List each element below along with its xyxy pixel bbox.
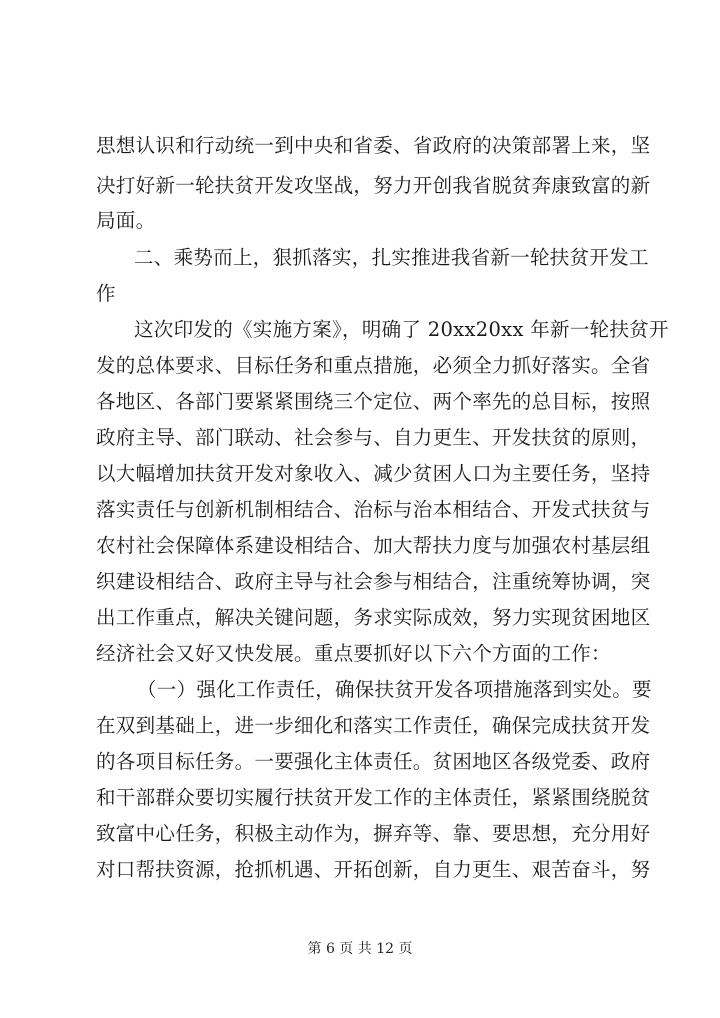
text-line: 决打好新一轮扶贫开发攻坚战，努力开创我省脱贫奔康致富的新	[96, 174, 651, 197]
text-line: 思想认识和行动统一到中央和省委、省政府的决策部署上来，坚	[96, 134, 651, 157]
text-line: 对口帮扶资源，抢抓机遇、开拓创新，自力更生、艰苦奋斗，努	[96, 858, 651, 881]
text-line: 局面。	[96, 209, 156, 232]
text-line: 在双到基础上，进一步细化和落实工作责任，确保完成扶贫开发	[96, 714, 651, 737]
text-line: 经济社会又好又快发展。重点要抓好以下六个方面的工作：	[96, 642, 611, 665]
text-line: 发的总体要求、目标任务和重点措施，必须全力抓好落实。全省	[96, 354, 651, 377]
section-heading: 二、乘势而上，狠抓落实，扎实推进我省新一轮扶贫开发工	[134, 246, 649, 269]
text-line: 的各项目标任务。一要强化主体责任。贫困地区各级党委、政府	[96, 750, 651, 773]
text-line: 和干部群众要切实履行扶贫开发工作的主体责任，紧紧围绕脱贫	[96, 786, 651, 809]
section-heading-cont: 作	[96, 282, 116, 305]
text-line: 致富中心任务，积极主动作为，摒弃等、靠、要思想，充分用好	[96, 822, 651, 845]
text-line: 出工作重点，解决关键问题，务求实际成效，努力实现贫困地区	[96, 606, 651, 629]
subsection-line: （一）强化工作责任，确保扶贫开发各项措施落到实处。要	[137, 678, 652, 701]
text-line: 农村社会保障体系建设相结合、加大帮扶力度与加强农村基层组	[96, 534, 651, 557]
text-line: 落实责任与创新机制相结合、治标与治本相结合、开发式扶贫与	[96, 498, 651, 521]
page-number: 第 6 页 共 12 页	[307, 941, 413, 957]
text-line: 织建设相结合、政府主导与社会参与相结合，注重统筹协调，突	[96, 570, 651, 593]
text-line: 这次印发的《实施方案》，明确了 20xx20xx 年新一轮扶贫开	[134, 318, 669, 341]
text-line: 政府主导、部门联动、社会参与、自力更生、开发扶贫的原则，	[96, 426, 651, 449]
text-line: 以大幅增加扶贫开发对象收入、减少贫困人口为主要任务，坚持	[96, 462, 651, 485]
text-line: 各地区、各部门要紧紧围绕三个定位、两个率先的总目标，按照	[96, 390, 651, 413]
